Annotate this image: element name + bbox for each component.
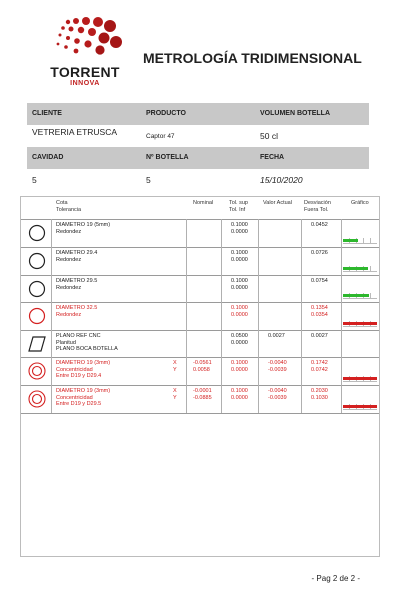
column-divider bbox=[186, 275, 187, 302]
table-row bbox=[21, 385, 379, 414]
gauge-fill bbox=[343, 239, 358, 242]
page-title: METROLOGÍA TRIDIMENSIONAL bbox=[143, 50, 362, 66]
info-header-row bbox=[27, 103, 369, 125]
col-desv bbox=[304, 200, 331, 214]
info-value-row bbox=[27, 125, 369, 147]
column-divider bbox=[51, 219, 52, 247]
deviation-gauge bbox=[343, 266, 377, 271]
cota-detail: PLANO BOCA BOTELLA bbox=[56, 346, 118, 352]
table-row bbox=[21, 330, 379, 358]
column-divider bbox=[301, 275, 302, 302]
gauge-fill bbox=[343, 267, 368, 270]
col-desv2-label: Fuera Tol. bbox=[304, 207, 329, 213]
info-grid bbox=[27, 103, 369, 191]
column-divider bbox=[186, 219, 187, 247]
circle-icon bbox=[28, 280, 46, 298]
col-cota bbox=[56, 200, 81, 214]
tolerance-type: Concentricidad bbox=[56, 366, 93, 373]
axis-label-x: X bbox=[173, 388, 177, 394]
volumen-label: VOLUMEN BOTELLA bbox=[260, 110, 330, 117]
volumen-value: 50 cl bbox=[260, 131, 278, 141]
column-divider bbox=[258, 385, 259, 413]
tol-sup-value: 0.1000 bbox=[231, 305, 248, 311]
tol-sup-value: 0.1000 bbox=[231, 360, 248, 366]
gauge-fill bbox=[343, 377, 377, 380]
column-divider bbox=[341, 247, 342, 275]
tol-sup-value: 0.1000 bbox=[231, 278, 248, 284]
deviation-gauge bbox=[343, 321, 377, 326]
tol-inf-value: 0.0000 bbox=[231, 284, 248, 291]
column-divider bbox=[258, 247, 259, 275]
tol-inf-value: 0.0000 bbox=[231, 311, 248, 318]
nominal-value: -0.0001 bbox=[193, 388, 212, 394]
column-divider bbox=[301, 357, 302, 385]
column-divider bbox=[51, 357, 52, 385]
botella-value: 5 bbox=[146, 175, 151, 185]
column-divider bbox=[51, 385, 52, 413]
column-divider bbox=[301, 302, 302, 330]
axis-label-x: X bbox=[173, 360, 177, 366]
column-divider bbox=[301, 385, 302, 413]
tol-sup-value: 0.0500 bbox=[231, 333, 248, 339]
actual-value-2: -0.0039 bbox=[268, 394, 287, 401]
column-divider bbox=[186, 247, 187, 275]
column-divider bbox=[51, 275, 52, 302]
column-divider bbox=[258, 357, 259, 385]
column-divider bbox=[258, 275, 259, 302]
column-divider bbox=[341, 330, 342, 357]
tolerance-type: Planitud bbox=[56, 339, 76, 346]
col-desv-label: Desviación bbox=[304, 200, 331, 206]
column-divider bbox=[341, 302, 342, 330]
column-divider bbox=[221, 330, 222, 357]
circle-icon bbox=[28, 307, 46, 325]
actual-value-2: -0.0039 bbox=[268, 366, 287, 373]
column-divider bbox=[221, 219, 222, 247]
col-tolerancia-label: Tolerancia bbox=[56, 207, 82, 213]
column-divider bbox=[301, 219, 302, 247]
tol-inf-value: 0.0000 bbox=[231, 394, 248, 401]
column-divider bbox=[341, 385, 342, 413]
deviation-gauge bbox=[343, 238, 377, 243]
deviation-value: 0.1742 bbox=[311, 360, 328, 366]
tolerance-type: Redondez bbox=[56, 228, 82, 235]
tolerance-type: Redondez bbox=[56, 256, 82, 263]
cota-name: DIAMETRO 19 (5mm) bbox=[56, 222, 111, 228]
deviation-value: 0.2030 bbox=[311, 388, 328, 394]
gauge-fill bbox=[343, 405, 377, 408]
column-divider bbox=[186, 385, 187, 413]
table-row bbox=[21, 275, 379, 303]
axis-label-y: Y bbox=[173, 366, 177, 373]
col-tol-sup-label: Tol. sup bbox=[229, 200, 248, 206]
cliente-label: CLIENTE bbox=[32, 110, 62, 117]
out-of-tolerance-value: 0.1030 bbox=[311, 394, 328, 401]
table-row bbox=[21, 302, 379, 331]
column-divider bbox=[341, 357, 342, 385]
gauge-fill bbox=[343, 322, 377, 325]
producto-value: Captor 47 bbox=[146, 133, 175, 140]
logo-brand: TORRENT bbox=[50, 64, 120, 80]
column-divider bbox=[258, 330, 259, 357]
cavidad-label: CAVIDAD bbox=[32, 154, 64, 161]
table-row bbox=[21, 357, 379, 386]
column-divider bbox=[341, 275, 342, 302]
nominal-value-2: 0.0058 bbox=[193, 366, 210, 373]
tol-sup-value: 0.1000 bbox=[231, 222, 248, 228]
botella-label: Nº BOTELLA bbox=[146, 154, 189, 161]
tol-inf-value: 0.0000 bbox=[231, 228, 248, 235]
measurement-table bbox=[20, 196, 380, 557]
deviation-value: 0.0027 bbox=[311, 333, 328, 339]
column-divider bbox=[186, 357, 187, 385]
cavidad-value: 5 bbox=[32, 175, 37, 185]
col-nominal: Nominal bbox=[193, 200, 214, 206]
column-divider bbox=[341, 219, 342, 247]
column-divider bbox=[258, 302, 259, 330]
cota-name: DIAMETRO 29.4 bbox=[56, 250, 98, 256]
column-divider bbox=[221, 247, 222, 275]
col-tol-inf-label: Tol. Inf bbox=[229, 207, 246, 213]
column-divider bbox=[301, 330, 302, 357]
tolerance-type: Redondez bbox=[56, 311, 82, 318]
col-valor: Valor Actual bbox=[263, 200, 292, 206]
cota-name: DIAMETRO 19 (3mm) bbox=[56, 360, 111, 366]
tol-inf-value: 0.0000 bbox=[231, 256, 248, 263]
actual-value: -0.0040 bbox=[268, 360, 287, 366]
out-of-tolerance-value: 0.0742 bbox=[311, 366, 328, 373]
column-divider bbox=[186, 330, 187, 357]
logo-subbrand: INNOVA bbox=[70, 80, 100, 87]
cota-name: PLANO REF CNC bbox=[56, 333, 101, 339]
logo-dots-icon bbox=[46, 14, 126, 58]
deviation-gauge bbox=[343, 376, 377, 381]
column-divider bbox=[258, 219, 259, 247]
column-divider bbox=[221, 302, 222, 330]
nominal-value-2: -0.0885 bbox=[193, 394, 212, 401]
col-cota-label: Cota bbox=[56, 200, 68, 206]
cota-detail: Entre D19 y D29.5 bbox=[56, 401, 102, 407]
page-number: - Pag 2 de 2 - bbox=[311, 574, 360, 583]
table-header bbox=[21, 197, 379, 220]
cliente-value: VETRERIA ETRUSCA bbox=[32, 127, 118, 137]
deviation-value: 0.0452 bbox=[311, 222, 328, 228]
actual-value: -0.0040 bbox=[268, 388, 287, 394]
column-divider bbox=[221, 385, 222, 413]
column-divider bbox=[186, 302, 187, 330]
fecha-label: FECHA bbox=[260, 154, 285, 161]
out-of-tolerance-value: 0.0354 bbox=[311, 311, 328, 318]
tol-inf-value: 0.0000 bbox=[231, 366, 248, 373]
cota-name: DIAMETRO 29.5 bbox=[56, 278, 98, 284]
producto-label: PRODUCTO bbox=[146, 110, 186, 117]
nominal-value: -0.0561 bbox=[193, 360, 212, 366]
concentric-icon bbox=[28, 362, 46, 380]
cota-name: DIAMETRO 19 (3mm) bbox=[56, 388, 111, 394]
column-divider bbox=[221, 275, 222, 302]
column-divider bbox=[301, 247, 302, 275]
deviation-value: 0.0754 bbox=[311, 278, 328, 284]
table-row bbox=[21, 247, 379, 276]
table-row bbox=[21, 219, 379, 248]
tolerance-type: Redondez bbox=[56, 284, 82, 291]
info-header-row-2 bbox=[27, 147, 369, 169]
info-value-row-2 bbox=[27, 169, 369, 191]
fecha-value: 15/10/2020 bbox=[260, 175, 303, 185]
tol-sup-value: 0.1000 bbox=[231, 250, 248, 256]
gauge-fill bbox=[343, 294, 369, 297]
deviation-gauge bbox=[343, 293, 377, 298]
axis-label-y: Y bbox=[173, 394, 177, 401]
deviation-value: 0.1354 bbox=[311, 305, 328, 311]
col-tol bbox=[229, 200, 248, 214]
tol-inf-value: 0.0000 bbox=[231, 339, 248, 346]
flatness-icon bbox=[28, 335, 46, 353]
column-divider bbox=[221, 357, 222, 385]
cota-name: DIAMETRO 32.5 bbox=[56, 305, 98, 311]
deviation-value: 0.0726 bbox=[311, 250, 328, 256]
column-divider bbox=[51, 330, 52, 357]
concentric-icon bbox=[28, 390, 46, 408]
torrent-logo bbox=[40, 14, 130, 94]
deviation-gauge bbox=[343, 404, 377, 409]
circle-icon bbox=[28, 252, 46, 270]
tol-sup-value: 0.1000 bbox=[231, 388, 248, 394]
column-divider bbox=[51, 247, 52, 275]
circle-icon bbox=[28, 224, 46, 242]
tolerance-type: Concentricidad bbox=[56, 394, 93, 401]
actual-value: 0.0027 bbox=[268, 333, 285, 339]
column-divider bbox=[51, 302, 52, 330]
col-grafico: Gráfico bbox=[351, 200, 369, 206]
cota-detail: Entre D19 y D29.4 bbox=[56, 373, 102, 379]
